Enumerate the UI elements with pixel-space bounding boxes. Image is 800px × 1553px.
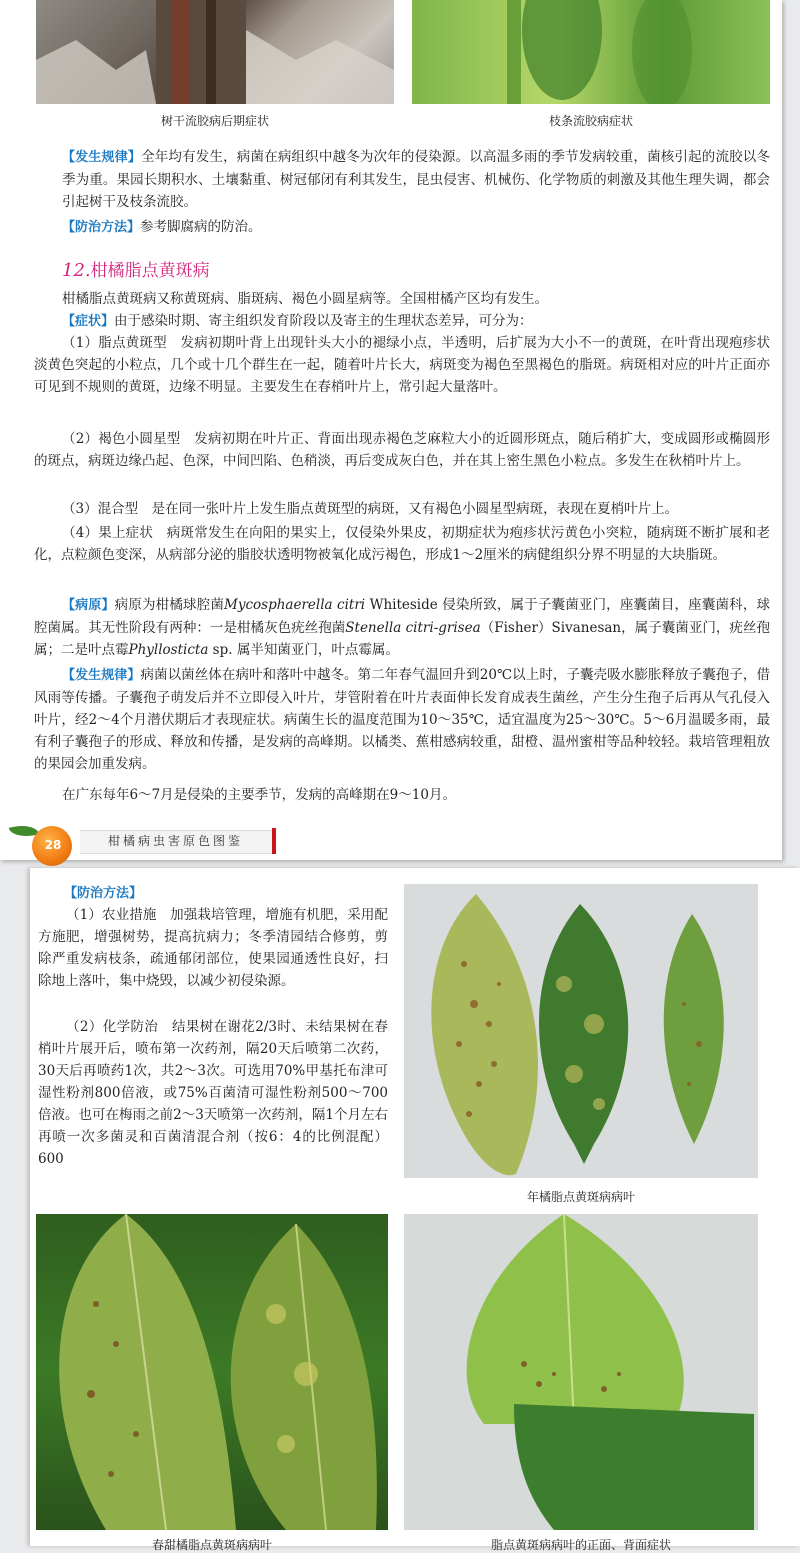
paragraph-chem bbox=[38, 1016, 388, 1170]
text-guangdong: 在广东每年6～7月是侵染的主要季节，发病的高峰期在9～10月。 bbox=[62, 787, 456, 803]
trunk-bark-texture bbox=[36, 0, 394, 104]
text-occurrence: 全年均有发生，病菌在病组织中越冬为次年的侵染源。以高温多雨的季节发病较重，菌核引起的流胶以冬季为重。果园长期积水、土壤黏重、树冠郁闭有利其发生，昆虫侵害、机械伤、化学物质的刺激及其他生理失调，都会引起树干及枝条流胶。 bbox=[62, 149, 770, 210]
section-heading bbox=[62, 256, 210, 281]
photo-three-spotted-leaves bbox=[404, 884, 758, 1178]
tag-symptom: 【症状】 bbox=[62, 314, 115, 329]
text-type3: （3）混合型 是在同一张叶片上发生脂点黄斑型的病斑，又有褐色小圆星型病斑，表现在夏梢叶片上。 bbox=[62, 501, 679, 517]
trunk-gummosis-photo bbox=[36, 0, 394, 104]
closeup-leaves-graphic bbox=[36, 1214, 388, 1530]
section-number: 12. bbox=[62, 260, 91, 281]
tag-occurrence: 【发生规律】 bbox=[62, 150, 142, 165]
text-pathogen-c: （Fisher）Sivanesan，属子囊菌亚门，疣丝孢属；二是叶点霉 bbox=[34, 620, 770, 658]
paragraph-type4 bbox=[34, 522, 770, 566]
text-chem: （2）化学防治 结果树在谢花2/3时、未结果树在春梢叶片展开后，喷布第一次药剂，隔20天后喷第二次药，30天后再喷药1次，共2～3次。可选用70%甲基托布津可湿性粉剂800倍液，或75%百菌清可湿性粉剂500～700倍液。也可在梅雨之前2～3天喷第一次药剂，隔1个月左右再喷一次多菌灵和百菌清混合剂（按6：4的比例混配）600 bbox=[38, 1019, 388, 1167]
paragraph-symptom bbox=[62, 310, 770, 333]
tag-control: 【防治方法】 bbox=[62, 220, 141, 235]
photo-tree-leaves-closeup bbox=[36, 1214, 388, 1530]
paragraph-type1 bbox=[34, 332, 770, 398]
tag-occurrence-2: 【发生规律】 bbox=[62, 668, 141, 683]
tag-pathogen: 【病原】 bbox=[62, 598, 115, 613]
caption-three-leaves: 年橘脂点黄斑病病叶 bbox=[526, 1190, 635, 1204]
footer-red-marker bbox=[272, 828, 276, 854]
paragraph-occurrence-2 bbox=[34, 664, 770, 775]
footer-book-title: 柑橘病虫害原色图鉴 bbox=[108, 834, 244, 848]
paragraph-intro bbox=[62, 288, 770, 310]
three-leaves-graphic bbox=[404, 884, 758, 1178]
branch-leaf-shapes bbox=[412, 0, 770, 104]
branch-gummosis-photo bbox=[412, 0, 770, 104]
text-type4: （4）果上症状 病斑常发生在向阳的果实上，仅侵染外果皮，初期症状为疱疹状污黄色小突粒，随病斑不断扩展和老化，点粒颜色变深，从病部分泌的脂胶状透明物被氧化成污褐色，形成1～2厘米的病健组织分界不明显的大块脂斑。 bbox=[34, 525, 770, 563]
species-stenella: Stenella citri-grisea bbox=[345, 620, 481, 636]
paragraph-type2 bbox=[34, 428, 770, 472]
text-type1: （1）脂点黄斑型 发病初期叶背上出现针头大小的褪绿小点，半透明，后扩展为大小不一的黄斑，在叶背出现疱疹状淡黄色突起的小粒点，几个或十几个群生在一起，随着叶片长大，病斑变为褐色至黑褐色的脂斑。病斑相对应的叶片正面亦可见到不规则的黄斑，边缘不明显。主要发生在春梢叶片上，常引起大量落叶。 bbox=[34, 335, 770, 395]
paragraph-occurrence bbox=[62, 146, 770, 213]
text-agri: （1）农业措施 加强栽培管理，增施有机肥，采用配方施肥，增强树势，提高抗病力；冬季清园结合修剪，剪除严重发病枝条，疏通郁闭部位，使果园通透性良好，扫除地上落叶，集中烧毁，以减少初侵染源。 bbox=[38, 907, 388, 989]
section-title: 柑橘脂点黄斑病 bbox=[90, 261, 210, 281]
caption-trunk-gummosis: 树干流胶病后期症状 bbox=[160, 114, 269, 128]
text-pathogen-b: Whiteside 侵染所致，属于子囊菌亚门，座囊菌目，座囊菌科，球腔菌属。其无性阶段有两种：一是柑橘灰色疣丝孢菌 bbox=[34, 597, 771, 636]
paragraph-agri bbox=[38, 904, 388, 992]
book-page-29 bbox=[30, 868, 800, 1552]
paragraph-control-2-tag bbox=[64, 882, 404, 905]
caption-branch-gummosis: 枝条流胶病症状 bbox=[548, 114, 633, 128]
text-occurrence-2: 病菌以菌丝体在病叶和落叶中越冬。第二年春气温回升到20℃以上时，子囊壳吸水膨胀释放子囊孢子，借风雨等传播。子囊孢子萌发后并不立即侵入叶片，芽管附着在叶片表面伸长发育成表生菌丝，产生分生孢子后再从气孔侵入叶片，经2～4个月潜伏期后才表现症状。病菌生长的温度范围为10～35℃，适宜温度为25～30℃。5～6月温暖多雨，最有利子囊孢子的形成、释放和传播，是发病的高峰期。以橘类、蕉柑感病较重，甜橙、温州蜜柑等品种较轻。栽培管理粗放的果园会加重发病。 bbox=[34, 667, 770, 772]
photo-leaf-front-back bbox=[404, 1214, 758, 1530]
text-intro: 柑橘脂点黄斑病又称黄斑病、脂斑病、褐色小圆星病等。全国柑橘产区均有发生。 bbox=[62, 291, 548, 307]
caption-closeup-leaves: 春甜橘脂点黄斑病病叶 bbox=[151, 1538, 272, 1552]
species-phyllosticta: Phyllosticta bbox=[128, 642, 209, 658]
species-mycosphaerella: Mycosphaerella citri bbox=[224, 597, 366, 613]
paragraph-type3 bbox=[34, 498, 770, 520]
paragraph-pathogen bbox=[34, 594, 770, 661]
paragraph-guangdong bbox=[34, 784, 770, 806]
page-footer bbox=[0, 820, 782, 854]
text-type2: （2）褐色小圆星型 发病初期在叶片正、背面出现赤褐色芝麻粒大小的近圆形斑点，随后稍扩大，变成圆形或椭圆形的斑点，病斑边缘凸起、色深，中间凹陷、色稍淡，再后变成灰白色，并在其上密生黑色小粒点。多发生在秋梢叶片上。 bbox=[34, 431, 770, 469]
text-pathogen-d: sp. 属半知菌亚门，叶点霉属。 bbox=[208, 642, 399, 658]
text-control: 参考脚腐病的防治。 bbox=[140, 219, 262, 235]
caption-front-back: 脂点黄斑病病叶的正面、背面症状 bbox=[490, 1538, 671, 1552]
front-back-leaves-graphic bbox=[404, 1214, 758, 1530]
text-pathogen-a: 病原为柑橘球腔菌 bbox=[114, 597, 224, 613]
text-symptom: 由于感染时期、寄主组织发育阶段以及寄主的生理状态差异，可分为： bbox=[114, 313, 533, 329]
tag-control-2: 【防治方法】 bbox=[64, 886, 143, 901]
page-number: 28 bbox=[44, 838, 62, 852]
paragraph-control bbox=[62, 216, 770, 239]
